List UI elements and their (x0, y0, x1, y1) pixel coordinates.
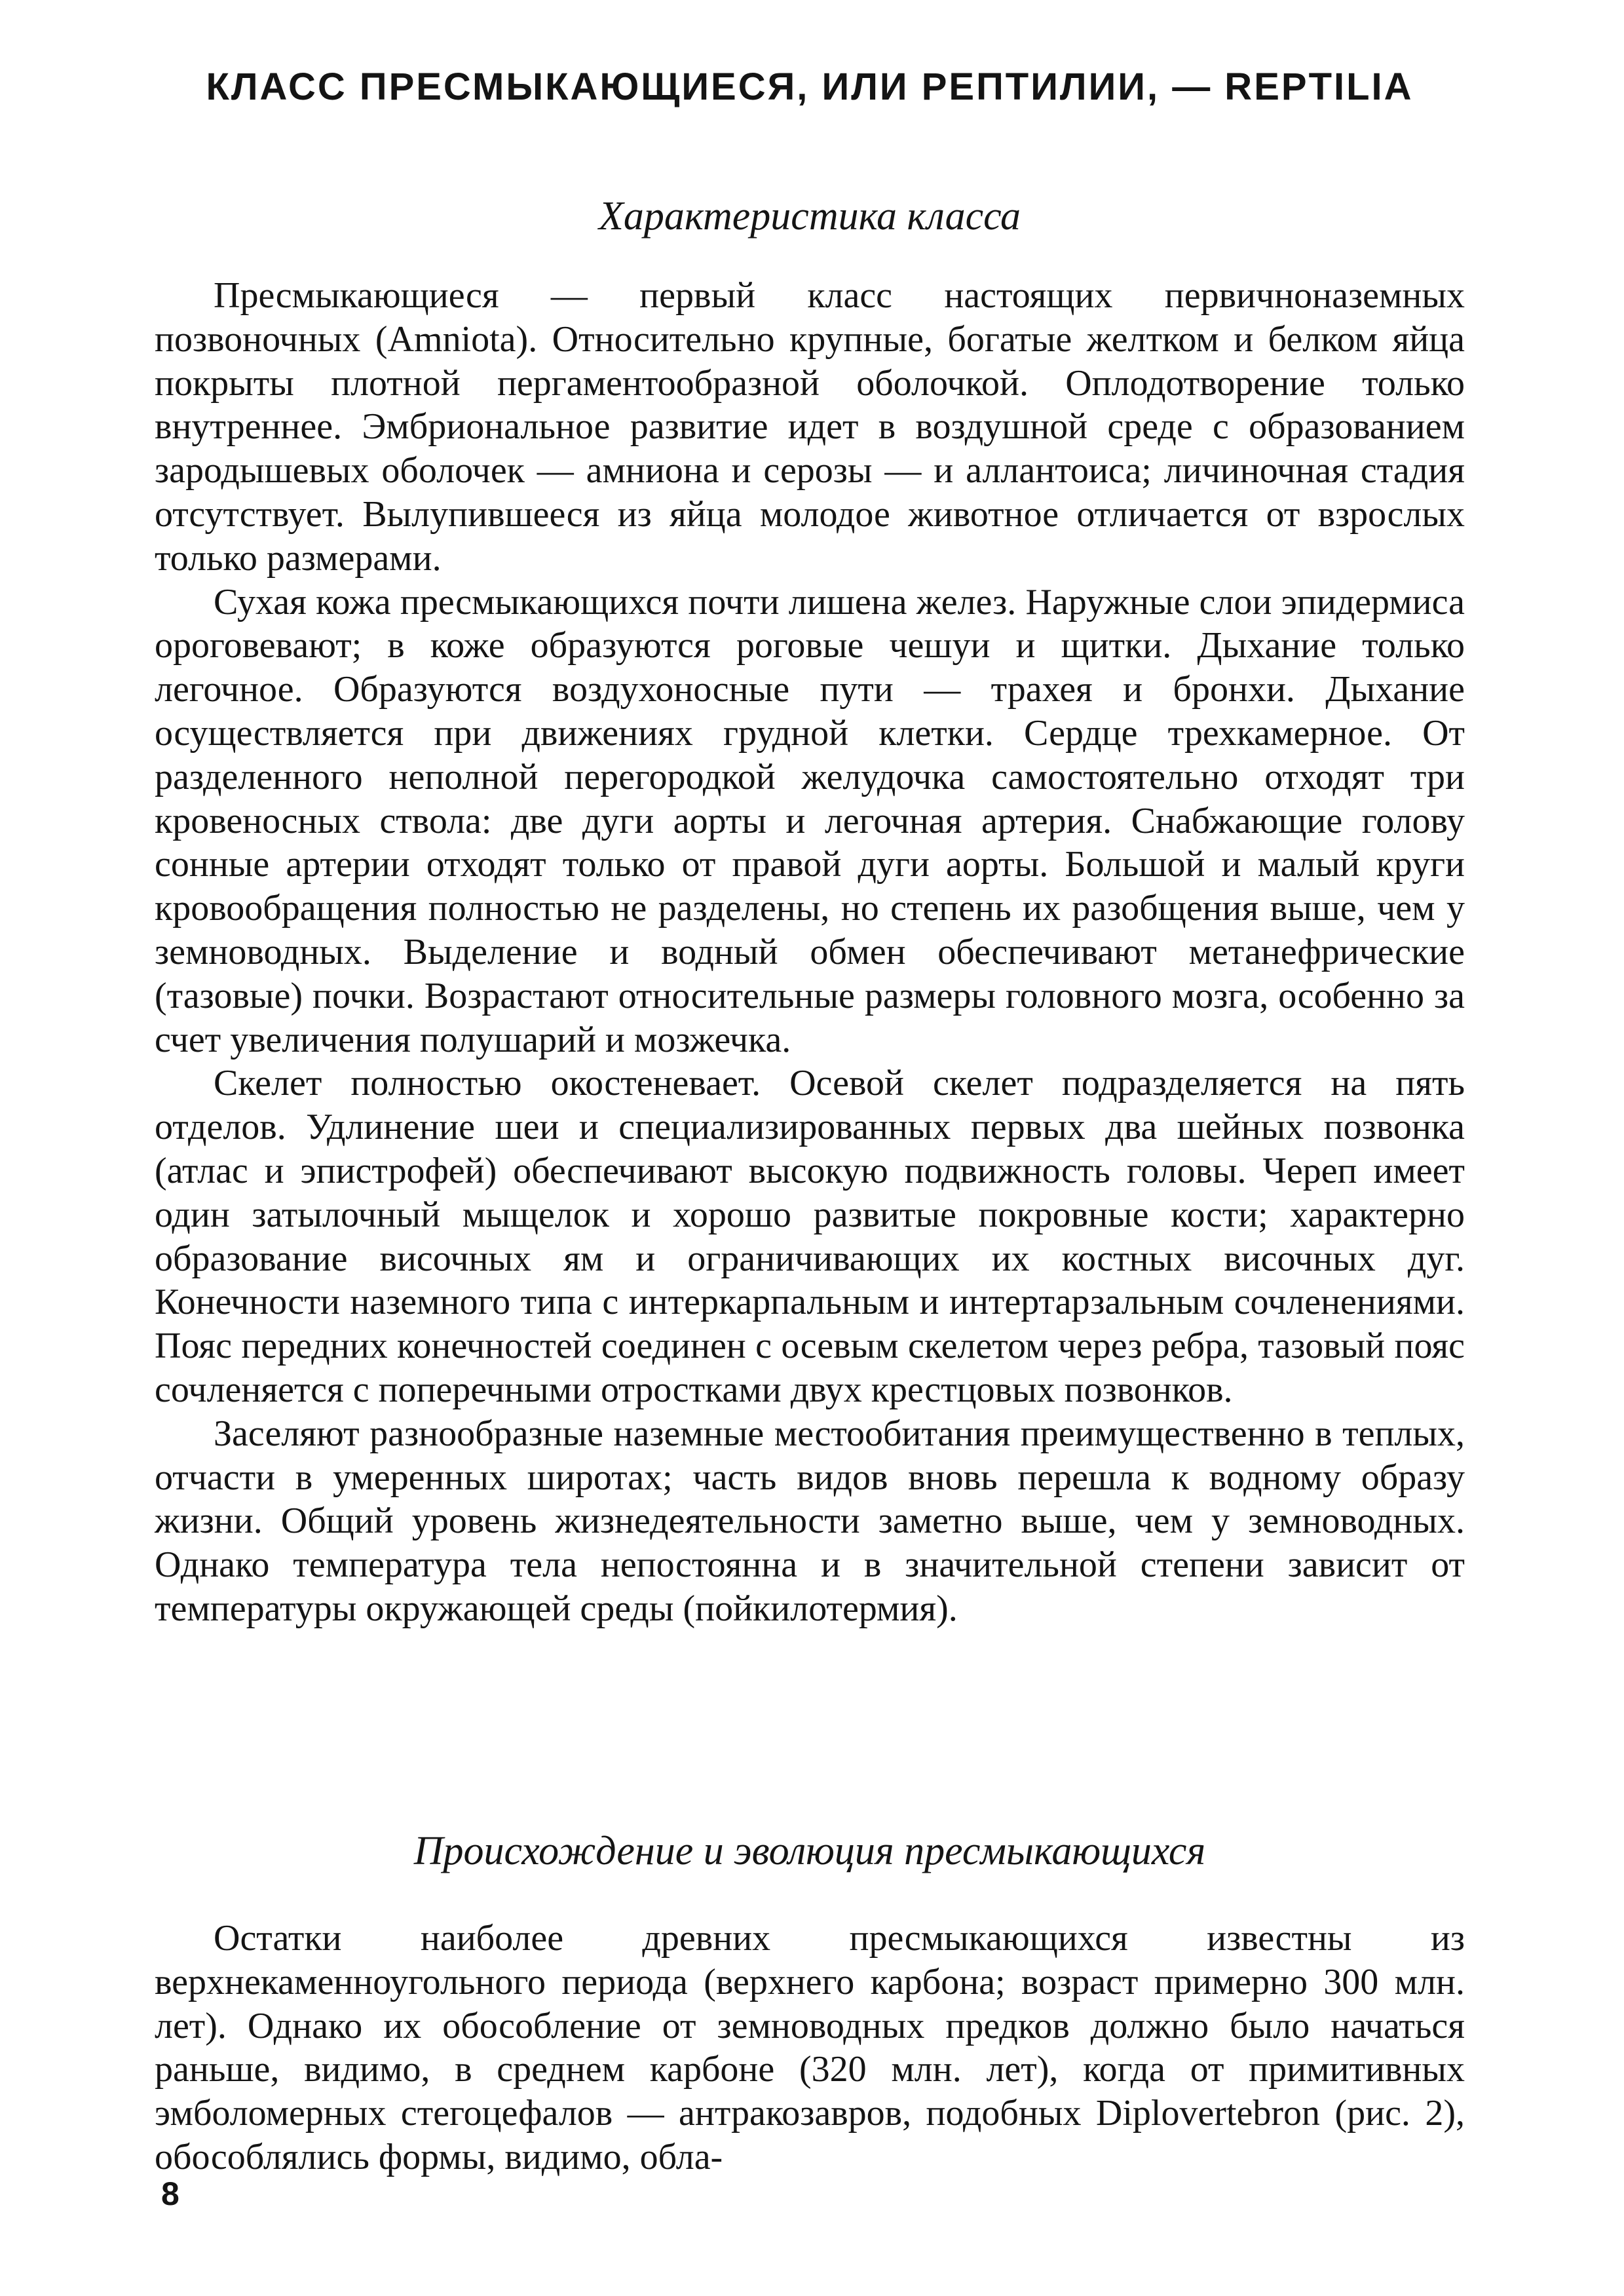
section-body-characteristics (155, 274, 1465, 1631)
paragraph: Пресмыкающиеся — первый класс настоящих первичноназемных позвоночных (Amniota). Относительно крупные, богатые желтком и белком яйца покрыты плотной пергаментообразной оболочкой. Оплодотворение только внутреннее. Эмбриональное развитие идет в воздушной среде с образованием зародышевых оболочек — амниона и серозы — и аллантоиса; личиночная стадия отсутствует. Вылупившееся из яйца молодое животное отличается от взрослых только размерами. (155, 275, 1465, 579)
page-number: 8 (161, 2175, 179, 2212)
paragraph: Остатки наиболее древних пресмыкающихся известны из верхнекаменноугольного периода (верхнего карбона; возраст примерно 300 млн. лет). Однако их обособление от земноводных предков должно было начаться раньше, видимо, в среднем карбоне (320 млн. лет), когда от примитивных эмболомерных стегоцефалов — антракозавров, подобных Diplovertebron (рис. 2), обособлялись формы, видимо, обла- (155, 1918, 1465, 2177)
section-body-origin (155, 1917, 1465, 2179)
section-heading-origin: Происхождение и эволюция пресмыкающихся (413, 1829, 1206, 1873)
page-title: КЛАСС ПРЕСМЫКАЮЩИЕСЯ, ИЛИ РЕПТИЛИИ, — REPTILIA (206, 66, 1414, 108)
paragraph: Скелет полностью окостеневает. Осевой скелет подразделяется на пять отделов. Удлинение шеи и специализированных первых два шейных позвонка (атлас и эпистрофей) обеспечивают высокую подвижность головы. Череп имеет один затылочный мыщелок и хорошо развитые покровные кости; характерно образование височных ям и ограничивающих их костных височных дуг. Конечности наземного типа с интеркарпальным и интертарзальным сочленениями. Пояс передних конечностей соединен с осевым скелетом через ребра, тазовый пояс сочленяется с поперечными отростками двух крестцовых позвонков. (155, 1063, 1465, 1410)
paragraph: Сухая кожа пресмыкающихся почти лишена желез. Наружные слои эпидермиса ороговевают; в коже образуются роговые чешуи и щитки. Дыхание только легочное. Образуются воздухоносные пути — трахея и бронхи. Дыхание осуществляется при движениях грудной клетки. Сердце трехкамерное. От разделенного неполной перегородкой желудочка самостоятельно отходят три кровеносных ствола: две дуги аорты и легочная артерия. Снабжающие голову сонные артерии отходят только от правой дуги аорты. Большой и малый круги кровообращения полностью не разделены, но степень их разобщения выше, чем у земноводных. Выделение и водный обмен обеспечивают метанефрические (тазовые) почки. Возрастают относительные размеры головного мозга, особенно за счет увеличения полушарий и мозжечка. (155, 581, 1465, 1060)
paragraph: Заселяют разнообразные наземные местообитания преимущественно в теплых, отчасти в умеренных широтах; часть видов вновь перешла к водному образу жизни. Общий уровень жизнедеятельности заметно выше, чем у земноводных. Однако температура тела непостоянна и в значительной степени зависит от температуры окружающей среды (пойкилотермия). (155, 1413, 1465, 1629)
section-heading-characteristics: Характеристика класса (598, 194, 1021, 239)
